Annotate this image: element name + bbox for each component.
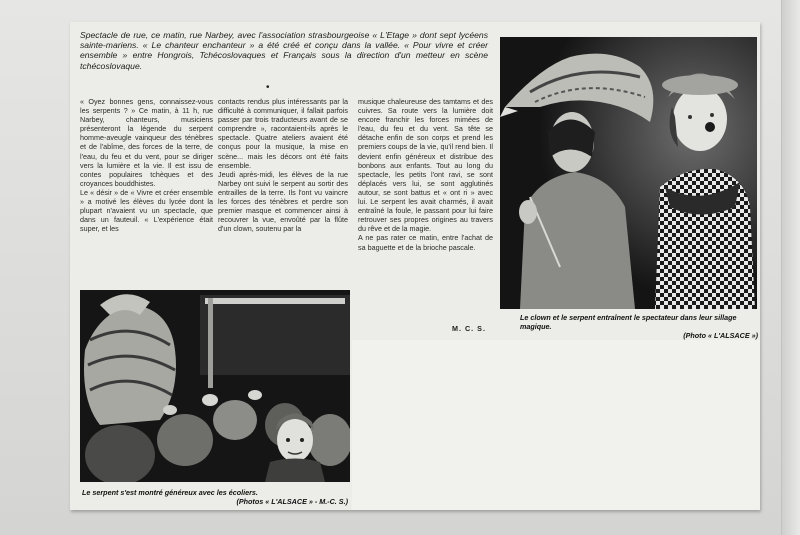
paragraph: Le « désir » de « Vivre et créer ensemble » a motivé les élèves du lycée dont la plupart n'avaient vu un spectacle, que dans un fauteuil. « L'expérience était super, et les	[80, 187, 213, 234]
article-intro: Spectacle de rue, ce matin, rue Narbey, avec l'association strasbourgeoise « L'Etage » dont sept lycéens sainte-mariens. « Le chanteur enchanteur » a été créé et conçu dans la vallée. « Pour vivre et créer ensemble » entre Hongrois, Tchécoslovaques et Français sous la direction d'un metteur en scène tchécoslovaque.	[80, 30, 488, 71]
paragraph: Jeudi après-midi, les élèves de la rue Narbey ont suivi le serpent au sortir des entrailles de la terre. Ils l'ont vu vaincre les forces des ténèbres et perdre son premier masque et commencer ainsi à recouvrer la vue, envoûté par la flûte d'un clown, soutenu par la	[218, 169, 348, 234]
paragraph: contacts rendus plus intéressants par la difficulté à communiquer, il fallait parfois passer par trois traducteurs avant de se comprendre », racontaient-ils après le spectacle. Quatre ateliers avaient été conçus pour la musique, la mise en scène... mais les décors ont été faits ensemble.	[218, 97, 348, 170]
paragraph: musique chaleureuse des tamtams et des cuivres. Sa route vers la lumière doit encore franchir les forces mimées de l'eau, du feu et du vent. Sa tête se détache enfin de son corps et prend les premiers coups de la vie, qu'il rend bien. Il devient enfin généreux et distribue des bonbons aux enfants. Tout au long du spectacle, les petits l'ont ravi, se sont déplacés vers lui, se sont agglutinés autour, se sont battus et « ont ri » avec lui. Le serpent les avait charmés, il avait entraîné la foule, le passant pour lui faire retrouver ses propres origines au travers du rêve et de la magie.	[358, 97, 493, 234]
photo-clown-and-serpent-image	[500, 37, 757, 309]
photo-serpent-with-children-image	[80, 290, 350, 482]
photo-caption-left	[82, 488, 348, 506]
caption-text: Le clown et le serpent entraînent le spectateur dans leur sillage magique.	[520, 313, 737, 331]
article-column-3	[358, 97, 493, 347]
photo-credit: (Photo « L'ALSACE »)	[683, 331, 758, 340]
photo-clown-and-serpent	[500, 37, 757, 309]
article-column-1	[80, 97, 213, 287]
article-column-2	[218, 97, 348, 287]
caption-text: Le serpent s'est montré généreux avec les écoliers.	[82, 488, 258, 497]
clipping-blank-area	[352, 340, 760, 510]
photo-caption-right	[520, 313, 758, 340]
photo-credit: (Photos « L'ALSACE » - M.-C. S.)	[236, 497, 348, 506]
album-page-edge	[781, 0, 800, 535]
paragraph: « Oyez bonnes gens, connaissez-vous les serpents ? » Ce matin, à 11 h, rue Narbey, chanteurs, musiciens présenteront la légende du serpent homme-aveugle vainqueur des ténèbres et de l'abîme, des forces de la terre, de l'eau, du feu et du vent, pour se diriger vers la lumière et la vie. Il est issu de contes populaires tchèques et des croyances bouddhistes.	[80, 97, 213, 188]
article-signature: M. C. S.	[452, 324, 486, 333]
separator-bullet: •	[266, 82, 270, 93]
paragraph: A ne pas rater ce matin, entre l'achat de sa baguette et de la brioche pascale.	[358, 233, 493, 252]
photo-serpent-with-children	[80, 290, 350, 482]
